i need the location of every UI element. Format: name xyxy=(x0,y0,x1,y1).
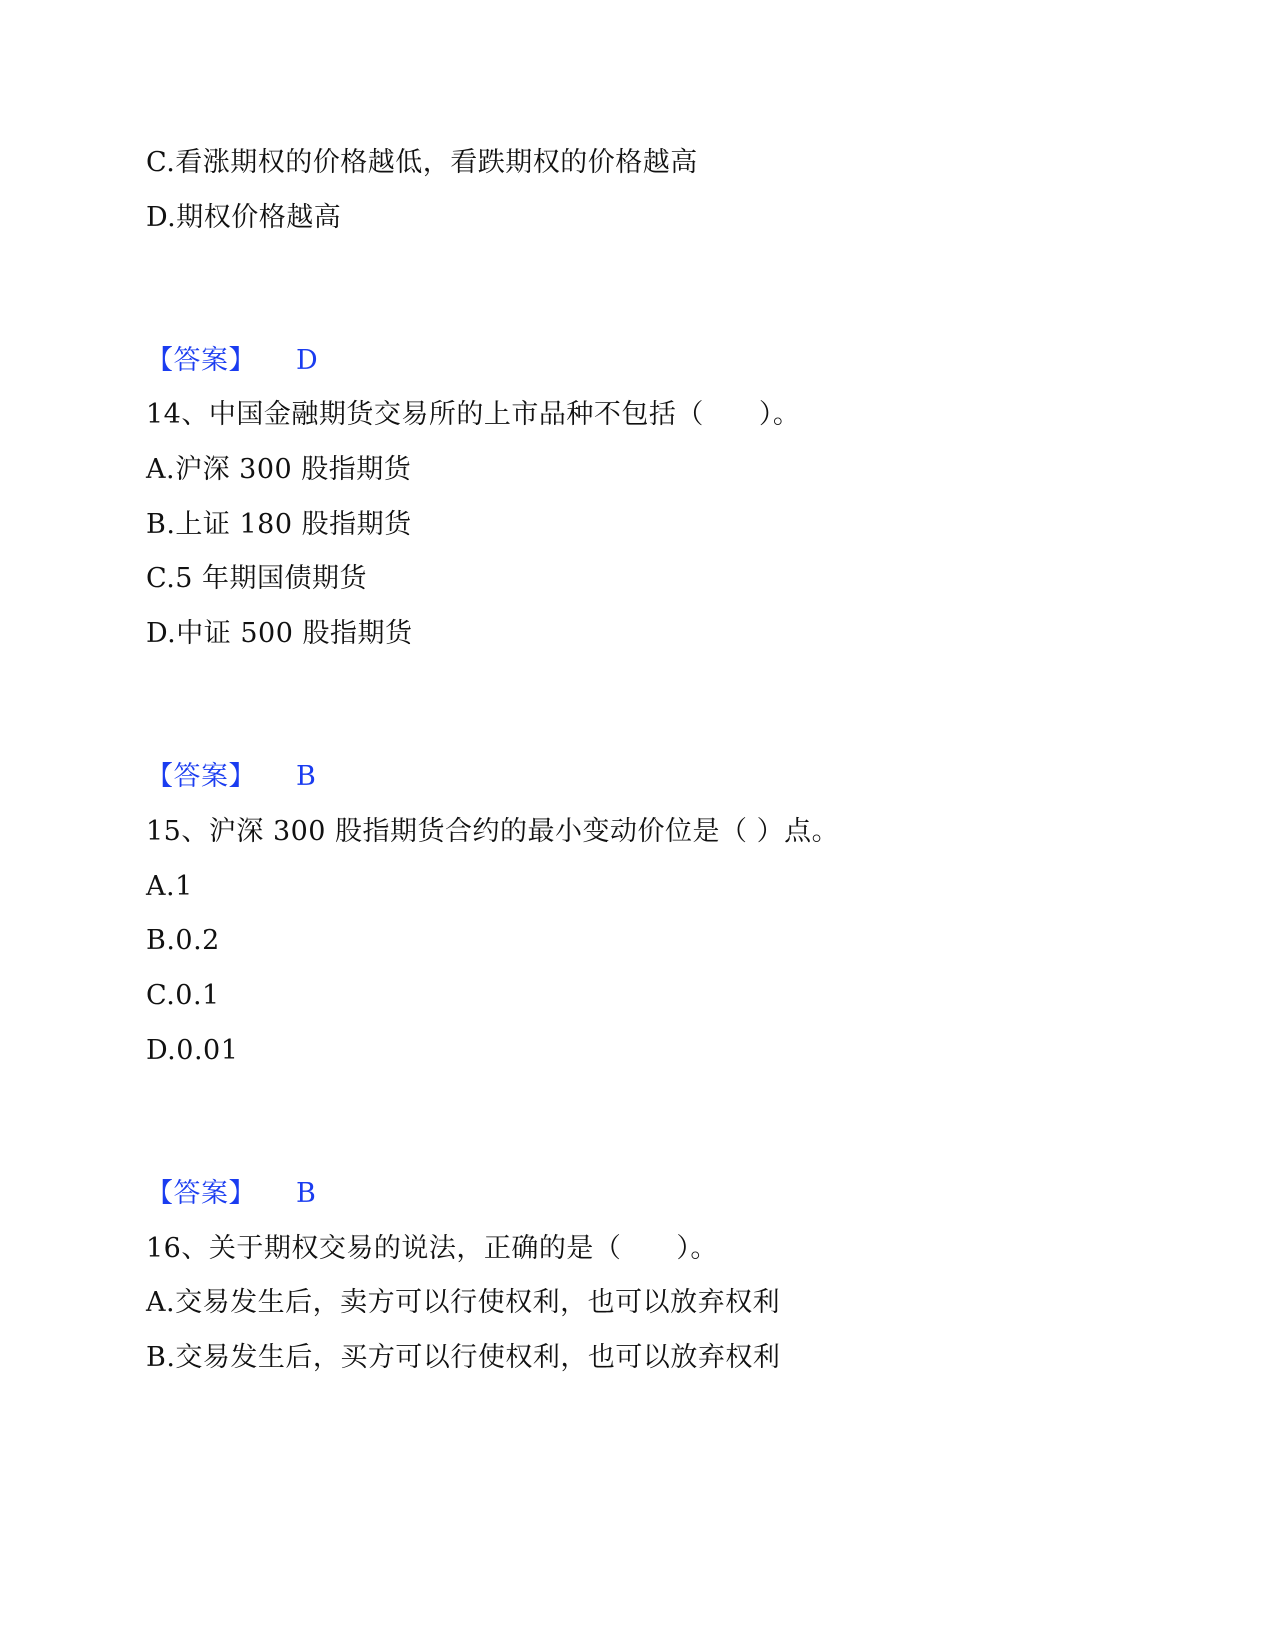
q13-option-d: D.期权价格越高 xyxy=(146,202,342,233)
q14-option-b: B.上证 180 股指期货 xyxy=(146,509,412,540)
q14-answer xyxy=(146,760,316,794)
q14-question: 14、中国金融期货交易所的上市品种不包括（ ）。 xyxy=(146,399,801,430)
answer-label: 【答案】 xyxy=(146,345,256,376)
q15-option-c: C.0.1 xyxy=(146,980,220,1011)
q16-option-b: B.交易发生后，买方可以行使权利，也可以放弃权利 xyxy=(146,1342,781,1373)
q15-option-d: D.0.01 xyxy=(146,1035,239,1066)
answer-label: 【答案】 xyxy=(146,761,256,792)
q15-question: 15、沪深 300 股指期货合约的最小变动价位是（ ）点。 xyxy=(146,816,840,847)
q14-option-d: D.中证 500 股指期货 xyxy=(146,618,413,649)
q14-option-c: C.5 年期国债期货 xyxy=(146,563,368,594)
q15-option-a: A.1 xyxy=(146,871,193,902)
q16-option-a: A.交易发生后，卖方可以行使权利，也可以放弃权利 xyxy=(146,1287,781,1318)
answer-value: D xyxy=(296,345,319,376)
q13-answer xyxy=(146,344,318,378)
q15-option-b: B.0.2 xyxy=(146,925,220,956)
answer-value: B xyxy=(296,1178,317,1209)
answer-value: B xyxy=(296,761,317,792)
q14-option-a: A.沪深 300 股指期货 xyxy=(146,454,412,485)
q15-answer xyxy=(146,1177,316,1211)
answer-label: 【答案】 xyxy=(146,1178,256,1209)
q13-option-c: C.看涨期权的价格越低，看跌期权的价格越高 xyxy=(146,147,698,178)
q16-question: 16、关于期权交易的说法，正确的是（ ）。 xyxy=(146,1233,718,1264)
